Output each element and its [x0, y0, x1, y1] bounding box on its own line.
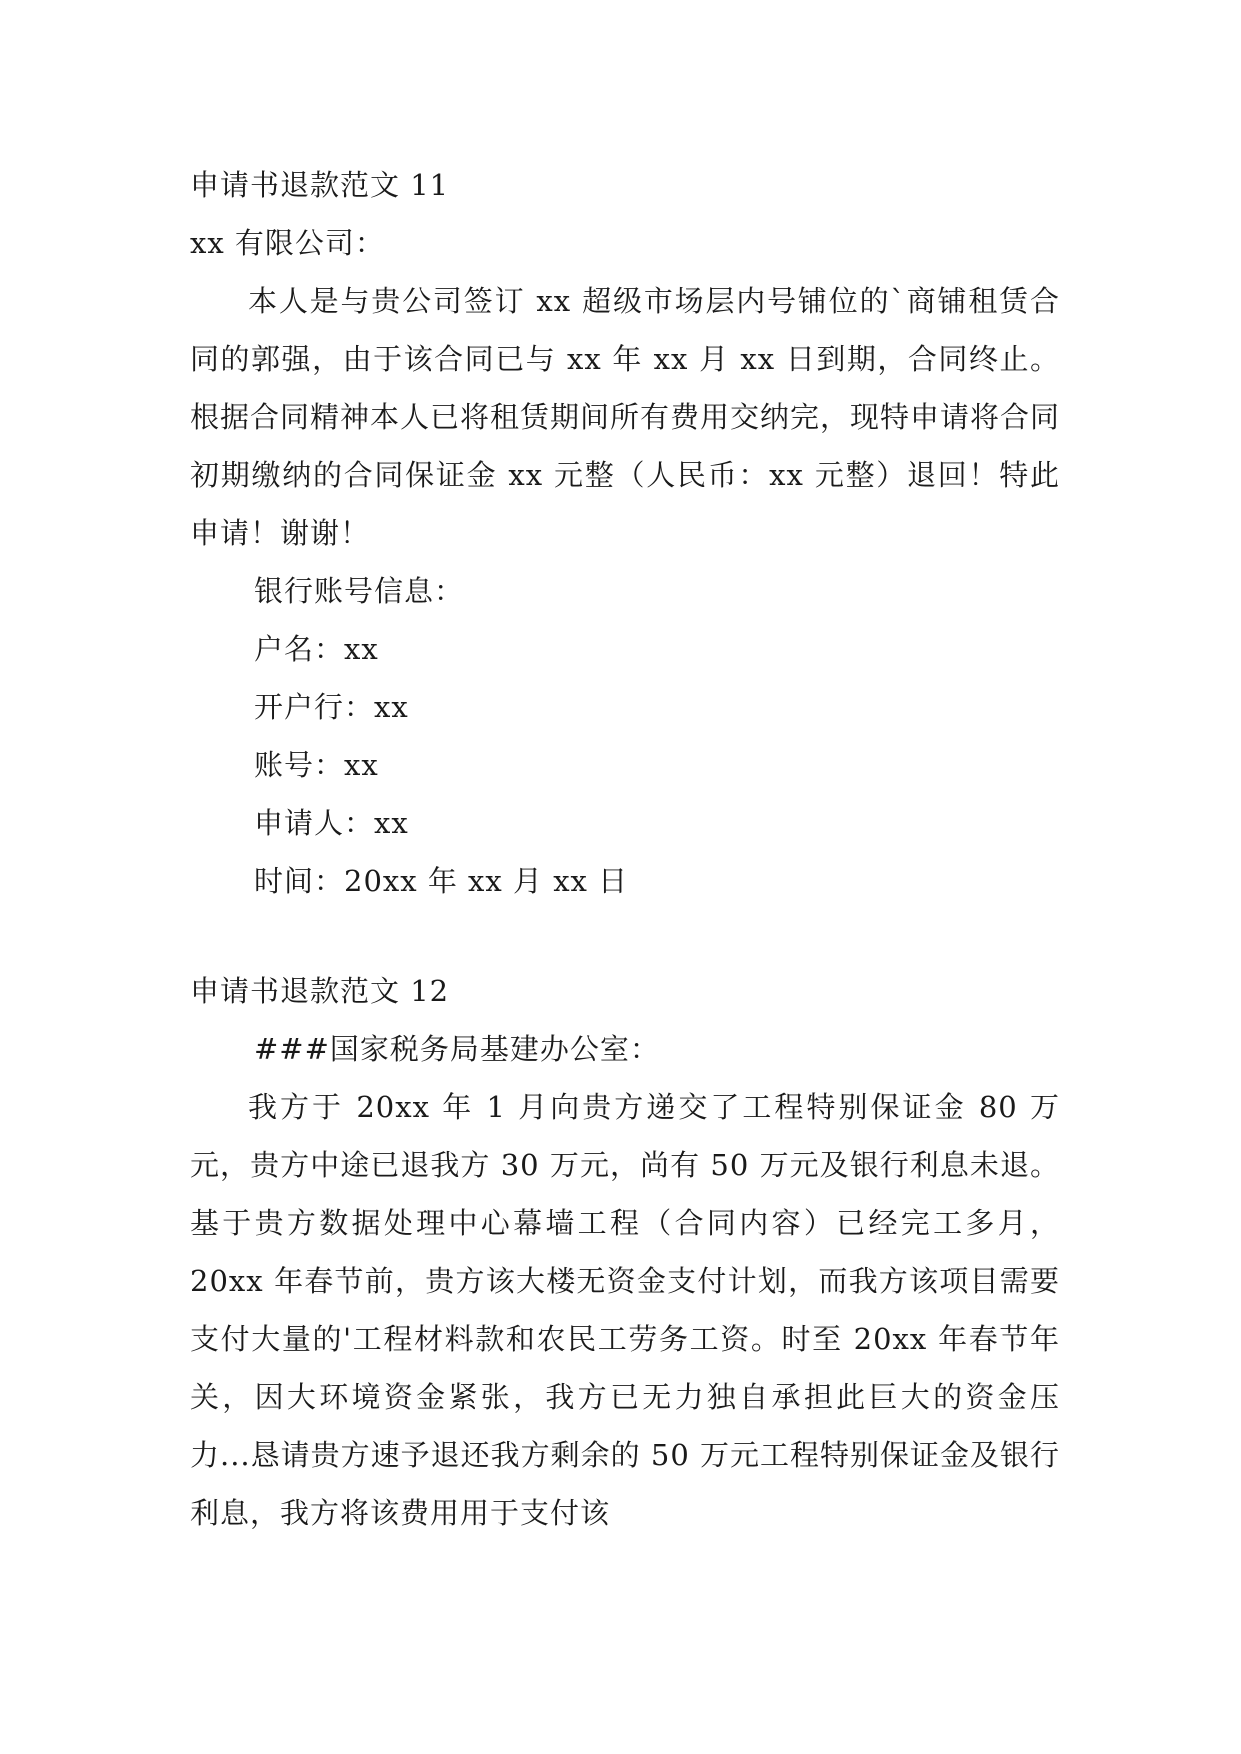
body-paragraph: 我方于 20xx 年 1 月向贵方递交了工程特别保证金 80 万元，贵方中途已退我方 30 万元，尚有 50 万元及银行利息未退。基于贵方数据处理中心幕墙工程（合同内容）已经完工多月，20xx 年春节前，贵方该大楼无资金支付计划，而我方该项目需要支付大量的'工程材料款和农民工劳务工资。时至 20xx 年春节年关，因大环境资金紧张，我方已无力独自承担此巨大的资金压力...恳请贵方速予退还我方剩余的 50 万元工程特别保证金及银行利息，我方将该费用用于支付该 — [190, 1090, 1060, 1530]
section-gap — [190, 910, 1060, 962]
applicant: 申请人：xx — [254, 806, 409, 840]
account-number: 账号：xx — [254, 748, 379, 782]
document-page — [190, 156, 1060, 1542]
date: 时间：20xx 年 xx 月 xx 日 — [254, 864, 629, 898]
section-title: 申请书退款范文 12 — [190, 974, 450, 1008]
salutation: ###国家税务局基建办公室： — [254, 1032, 660, 1066]
salutation: xx 有限公司： — [190, 226, 385, 260]
section-title: 申请书退款范文 11 — [190, 168, 450, 202]
body-paragraph: 本人是与贵公司签订 xx 超级市场层内号铺位的`商铺租赁合同的郭强，由于该合同已与 xx 年 xx 月 xx 日到期，合同终止。根据合同精神本人已将租赁期间所有费用交纳完，现特申请将合同初期缴纳的合同保证金 xx 元整（人民币：xx 元整）退回！特此申请！谢谢！ — [190, 284, 1061, 550]
bank-info-heading: 银行账号信息： — [254, 574, 465, 608]
bank-name: 开户行：xx — [254, 690, 409, 724]
account-name: 户名：xx — [254, 632, 379, 666]
